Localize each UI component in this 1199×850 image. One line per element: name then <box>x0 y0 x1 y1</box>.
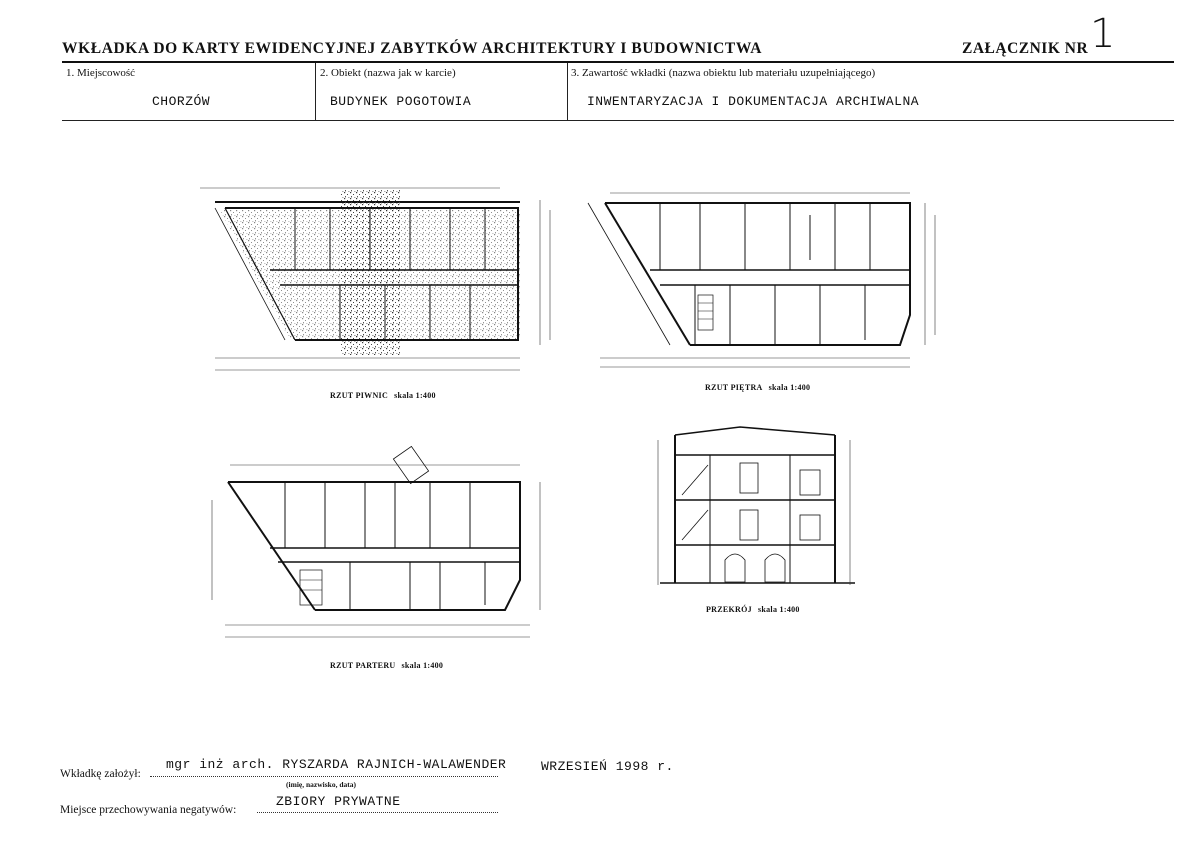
basement-caption-title: RZUT PIWNIC <box>330 391 389 400</box>
locality-label: 1. Miejscowość <box>66 67 136 79</box>
floor-scale: skala 1:400 <box>768 383 811 392</box>
ground-scale: skala 1:400 <box>401 661 444 670</box>
floor-caption <box>705 383 810 392</box>
object-value: BUDYNEK POGOTOWIA <box>330 94 472 109</box>
header-rule <box>62 61 1174 63</box>
section-drawing <box>650 415 870 600</box>
section-scale: skala 1:400 <box>757 605 800 614</box>
content-label: 3. Zawartość wkładki (nazwa obiektu lub materiału uzupełniającego) <box>571 67 876 79</box>
author-label: Wkładkę założył: <box>60 768 141 780</box>
locality-value: CHORZÓW <box>152 94 211 109</box>
storage-value: ZBIORY PRYWATNE <box>276 794 401 809</box>
form-title: WKŁADKA DO KARTY EWIDENCYJNEJ ZABYTKÓW ARCHITEKTURY I BUDOWNICTWA <box>62 40 763 57</box>
date-value: WRZESIEŃ 1998 r. <box>541 759 674 774</box>
basement-caption <box>330 391 436 400</box>
ground-floor-plan-drawing <box>200 440 560 655</box>
content-value: INWENTARYZACJA I DOKUMENTACJA ARCHIWALNA <box>587 94 920 109</box>
author-hint: (imię, nazwisko, data) <box>286 780 356 789</box>
floor-caption-title: RZUT PIĘTRA <box>705 383 763 392</box>
author-value: mgr inż arch. RYSZARDA RAJNICH-WALAWENDER <box>166 757 507 772</box>
basement-plan-drawing <box>200 180 570 380</box>
ground-caption <box>330 661 443 670</box>
ground-caption-title: RZUT PARTERU <box>330 661 396 670</box>
object-label: 2. Obiekt (nazwa jak w karcie) <box>320 67 456 79</box>
section-caption <box>706 605 800 614</box>
field-separator <box>567 63 568 120</box>
field-separator <box>315 63 316 120</box>
basement-scale: skala 1:400 <box>394 391 436 400</box>
storage-dotted-line <box>257 812 498 813</box>
section-caption-title: PRZEKRÓJ <box>706 605 752 614</box>
attachment-label: ZAŁĄCZNIK NR <box>962 40 1089 57</box>
field-rule <box>62 120 1174 121</box>
storage-label: Miejsce przechowywania negatywów: <box>60 804 237 816</box>
author-dotted-line <box>150 776 498 777</box>
floor-plan-drawing <box>580 185 950 375</box>
attachment-number: 1 <box>1090 11 1116 57</box>
